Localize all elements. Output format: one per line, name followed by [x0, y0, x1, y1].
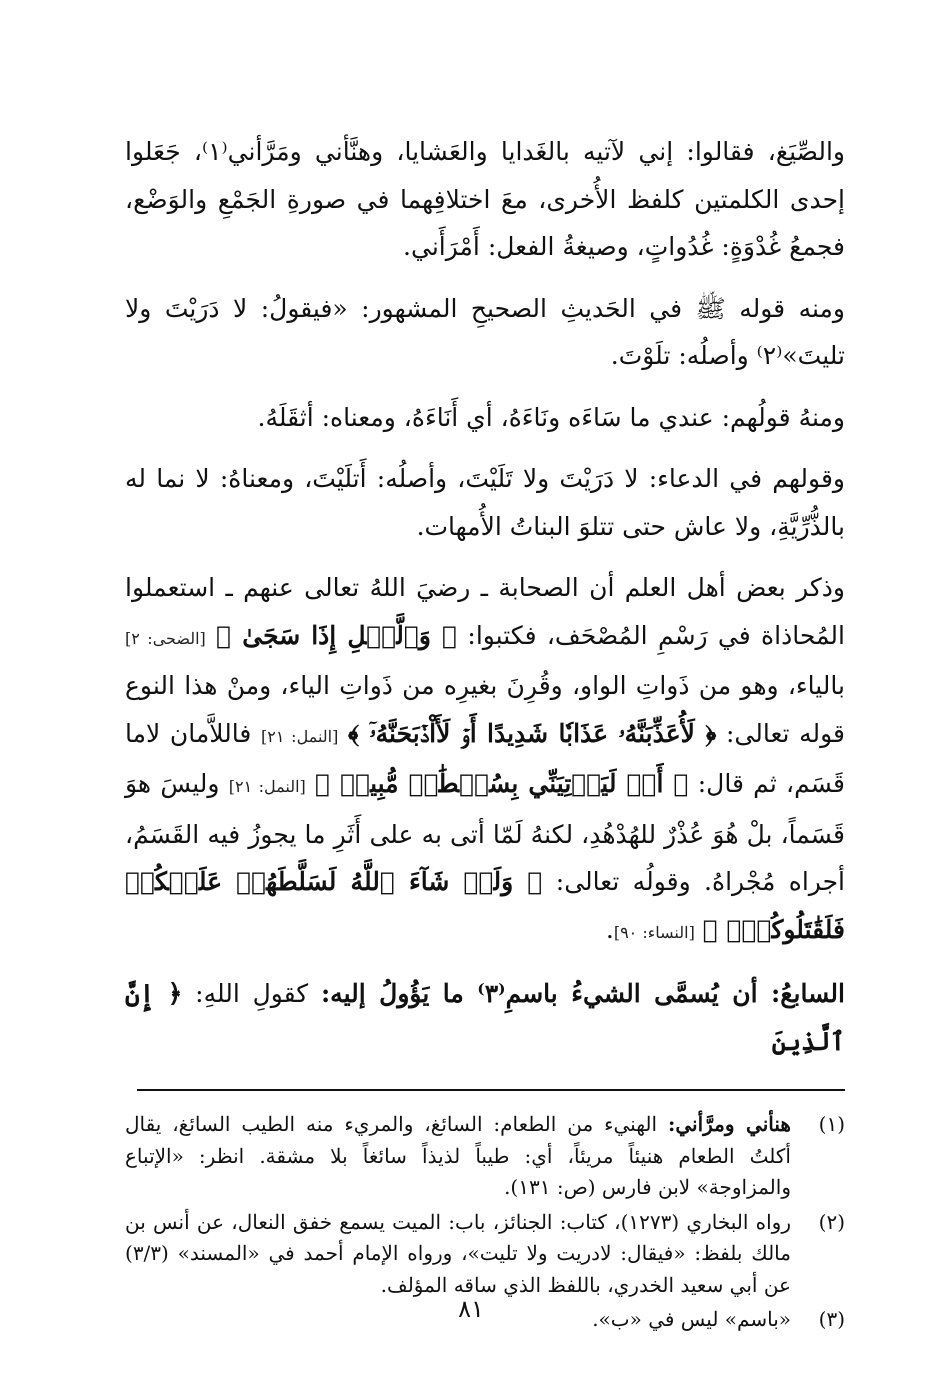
paragraph-5: وذكر بعض أهل العلم أن الصحابة ـ رضيَ اللهُ تعالى عنهم ـ استعملوا المُحاذاة في رَسْمِ المُصْحَف، فكتبوا: ﴿ وَٱلَّيۡلِ إِذَا سَجَىٰ ﴾ [الضحى: ٢] بالياء، وهو من ذَواتِ الواو، وقُرِنَ بغيرِه من ذَواتِ الياء، ومنْ هذا النوع قوله تعالى: ﴿ لَأُعَذِّبَنَّهُۥ عَذَابٗا شَدِيدًا أَوۡ لَأَاْذۡبَحَنَّهُۥٓ ﴾ [النمل: ٢١] فاللاَّمان لاما قَسَم، ثم قال: ﴿ أَوۡ لَيَأۡتِيَنِّي بِسُلۡطَٰنٖ مُّبِينٖ ﴾ [النمل: ٢١] وليسَ هوَ قَسَماً، بلْ هُوَ عُذْرٌ للهُدْهُدِ، لكنهُ لَمّا أتى به على أَثَرِ ما يجوزُ فيه القَسَمُ، أجراه مُجْراهُ. وقولُه تعالى: ﴿ وَلَوۡ شَآءَ ٱللَّهُ لَسَلَّطَهُمۡ عَلَيۡكُمۡ فَلَقَٰتَلُوكُمۡۚ ﴾ [النساء: ٩٠].	[125, 573, 846, 944]
footnote-body: الهنيء من الطعام: السائغ، والمريء منه الطيب السائغ، يقال أكلتُ الطعام هنيئاً مريئاً، أي: طيباً لذيذاً سائغاً بلا مشقة. انظر: «الإتباع والمزاوجة» لابن فارس (ص: ١٣١).	[125, 1112, 791, 1199]
quran-verse-4: ﴿ وَلَوۡ شَآءَ ٱللَّهُ لَسَلَّطَهُمۡ عَلَيۡكُمۡ فَلَقَٰتَلُوكُمۡۚ ﴾	[125, 867, 845, 944]
paragraph-3: ومنهُ قولُهم: عندي ما سَاءَه ونَاءَهُ، أي أَنَاءَهُ، ومعناه: أثقَلَهُ.	[257, 402, 845, 432]
paragraph-5-text-4: وليسَ هوَ قَسَماً، بلْ هُوَ عُذْرٌ للهُدْهُدِ، لكنهُ لَمّا أتى به على أَثَرِ ما يجوزُ فيه القَسَمُ، أجراه مُجْراهُ. وقولُه تعالى:	[125, 769, 845, 896]
verse-source-1: [الضحى: ٢]	[125, 628, 206, 648]
quran-verse-1: ﴿ وَٱلَّيۡلِ إِذَا سَجَىٰ ﴾	[216, 620, 458, 650]
footnote-separator	[137, 1089, 845, 1091]
quran-verse-2: ﴿ لَأُعَذِّبَنَّهُۥ عَذَابٗا شَدِيدًا أَوۡ لَأَاْذۡبَحَنَّهُۥٓ ﴾	[347, 718, 717, 748]
quran-verse-5: ﴿ إِنَّ ٱلَّذِينَ	[125, 979, 845, 1056]
paragraph-5-text-2: بالياء، وهو من ذَواتِ الواو، وقُرِنَ بغيرِه من ذَواتِ الياء، ومنْ هذا النوع قوله تعالى:	[125, 671, 845, 748]
footnote-number: (١)	[818, 1112, 845, 1136]
paragraph-6	[125, 970, 845, 1065]
paragraph-5-text-1: وذكر بعض أهل العلم أن الصحابة ـ رضيَ اللهُ تعالى عنهم ـ استعملوا المُحاذاة في رَسْمِ المُصْحَف، فكتبوا:	[125, 573, 845, 650]
footnote-1	[125, 1109, 845, 1204]
book-page	[125, 128, 845, 1358]
verse-source-3: [النمل: ٢١]	[228, 777, 306, 796]
footnote-2	[125, 1207, 845, 1302]
paragraph-6-text: كقولِ اللهِ:	[195, 979, 309, 1008]
main-text	[125, 128, 845, 1065]
footnote-body: «باسم» ليس في «ب».	[592, 1307, 791, 1331]
footnote-term: هنأني ومرَّأني:	[667, 1112, 791, 1136]
footnote-body: رواه البخاري (١٢٧٣)، كتاب: الجنائز، باب: الميت يسمع خفق النعال، عن أنس بن مالك بلفظ: «فيقال: لادريت ولا تليت»، ورواه الإمام أحمد في «المسند» (٣/٣) عن أبي سعيد الخدري، باللفظ الذي ساقه المؤلف.	[125, 1209, 791, 1297]
footnote-number: (٣)	[818, 1307, 845, 1331]
quran-verse-3: ﴿ أَوۡ لَيَأۡتِيَنِّي بِسُلۡطَٰنٖ مُّبِينٖ ﴾	[315, 769, 689, 798]
section-seventh-heading: السابعُ: أن يُسمَّى الشيءُ باسمِ⁽٣⁾ ما يَؤُولُ إليه:	[320, 979, 845, 1008]
verse-source-4: [النساء: ٩٠]	[613, 922, 695, 942]
paragraph-5-text-3: فاللاَّمان لاما قَسَم، ثم قال:	[125, 718, 846, 798]
verse-source-2: [النمل: ٢١]	[260, 726, 339, 746]
page-number: ٨١	[458, 1295, 484, 1323]
paragraph-4: وقولهم في الدعاء: لا دَرَيْتَ ولا تَلَيْتَ، وأصلُه: أَتلَيْتَ، ومعناهُ: لا نما له بالذُّرِّيَّةِ، ولا عاش حتى تتلوَ البناتُ الأُمهات.	[125, 464, 845, 541]
footnote-text	[125, 1109, 791, 1204]
footnote-number: (٢)	[818, 1209, 845, 1234]
paragraph-2: ومنه قوله ﷺ في الحَديثِ الصحيحِ المشهور: «فيقولُ: لا دَرَيْتَ ولا تليتَ»⁽٢⁾ وأصلُه: تلَوْتَ.	[125, 293, 845, 370]
paragraph-1: والصِّيَغ، فقالوا: إني لآتيه بالغَدايا والعَشايا، وهنَّأني ومَرَّأني⁽١⁾، جَعَلوا إحدى الكلمتين كلفظ الأُخرى، معَ اختلافِهما في صورةِ الجَمْعِ والوَضْع، فجمعُ غُدْوَةٍ: غُدُواتٍ، وصيغةُ الفعل: أَمْرَأَني.	[125, 137, 846, 261]
